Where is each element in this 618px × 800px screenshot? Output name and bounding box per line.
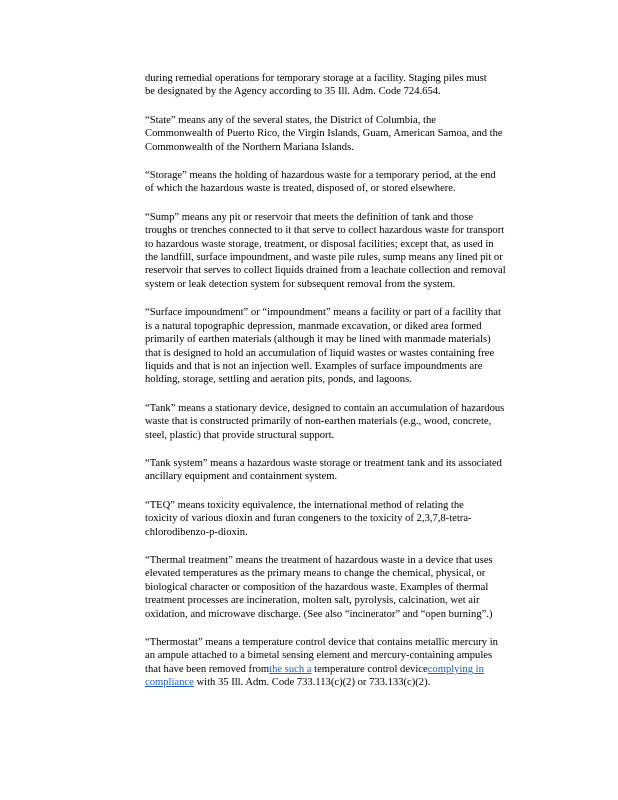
paragraph-thermal-treatment-definition: [145, 554, 565, 621]
text-line: primarily of earthen materials (although it may be lined with manmade materials): [145, 334, 491, 346]
paragraph-state-definition: [145, 114, 565, 154]
paragraph-tank-system-definition: [145, 457, 565, 484]
text-line: “Tank” means a stationary device, designed to contain an accumulation of hazardous: [145, 402, 505, 414]
text-line: “State” means any of the several states, the District of Columbia, the: [145, 114, 436, 126]
paragraph-sump-definition: [145, 211, 565, 291]
text-line: that is designed to hold an accumulation of liquid wastes or wastes containing free: [145, 347, 495, 359]
text-line: during remedial operations for temporary storage at a facility. Staging piles must: [145, 73, 487, 84]
text-run: that have been removed from: [145, 663, 270, 675]
text-line: to hazardous waste storage, treatment, or disposal facilities; except that, as used in: [145, 238, 494, 250]
text-line: an ampule attached to a bimetal sensing element and mercury-containing ampules: [145, 650, 493, 662]
paragraph-tank-definition: [145, 402, 565, 442]
text-line: chlorodibenzo-p-dioxin.: [145, 526, 248, 538]
inserted-text: compliance: [145, 677, 194, 689]
text-line: biological character or composition of the hazardous waste. Examples of thermal: [145, 581, 489, 593]
text-line: “Tank system” means a hazardous waste storage or treatment tank and its associated: [145, 457, 502, 469]
text-run: temperature control device: [311, 663, 428, 675]
text-line: waste that is constructed primarily of non-earthen materials (e.g., wood, concrete,: [145, 416, 492, 428]
text-line: Commonwealth of the Northern Mariana Islands.: [145, 141, 354, 153]
text-line: is a natural topographic depression, manmade excavation, or diked area formed: [145, 320, 482, 332]
text-line: [145, 663, 565, 676]
document-page: [145, 72, 565, 705]
text-line: troughs or trenches connected to it that serve to collect hazardous waste for transport: [145, 225, 505, 237]
text-line: liquids and that is not an injection well. Examples of surface impoundments are: [145, 360, 483, 372]
text-line: reservoir that serves to collect liquids drained from a leachate collection and removal: [145, 265, 506, 277]
text-line: elevated temperatures as the primary means to change the chemical, physical, or: [145, 568, 486, 580]
text-run: with 35 Ill. Adm. Code 733.113(c)(2) or 733.133(c)(2).: [193, 677, 431, 689]
text-line: steel, plastic) that provide structural support.: [145, 429, 335, 441]
text-line: “Thermal treatment” means the treatment of hazardous waste in a device that uses: [145, 554, 493, 566]
text-line: be designated by the Agency according to 35 Ill. Adm. Code 724.654.: [145, 86, 441, 98]
text-line: treatment processes are incineration, molten salt, pyrolysis, calcination, wet air: [145, 595, 480, 607]
text-line: Commonwealth of Puerto Rico, the Virgin Islands, Guam, American Samoa, and the: [145, 128, 503, 140]
inserted-text: the such a: [269, 663, 312, 675]
text-line: “Surface impoundment” or “impoundment” means a facility or part of a facility that: [145, 307, 501, 319]
text-line: “Thermostat” means a temperature control device that contains metallic mercury in: [145, 637, 498, 648]
text-line: ancillary equipment and containment system.: [145, 471, 338, 483]
text-line: the landfill, surface impoundment, and waste pile rules, sump means any lined pit or: [145, 252, 503, 264]
text-line: toxicity of various dioxin and furan congeners to the toxicity of 2,3,7,8-tetra-: [145, 513, 472, 525]
inserted-text: complying in: [427, 663, 484, 675]
text-line: holding, storage, settling and aeration pits, ponds, and lagoons.: [145, 374, 412, 386]
text-line: oxidation, and microwave discharge. (See also “incinerator” and “open burning”.): [145, 608, 493, 620]
text-line: of which the hazardous waste is treated, disposed of, or stored elsewhere.: [145, 183, 456, 195]
text-line: [145, 676, 565, 689]
text-line: “TEQ” means toxicity equivalence, the international method of relating the: [145, 499, 464, 511]
text-line: “Sump” means any pit or reservoir that meets the definition of tank and those: [145, 211, 474, 223]
paragraph-surface-impoundment-definition: [145, 306, 565, 386]
paragraph-teq-definition: [145, 499, 565, 539]
text-line: “Storage” means the holding of hazardous waste for a temporary period, at the end: [145, 170, 496, 182]
paragraph-thermostat-definition: [145, 636, 565, 690]
text-line: system or leak detection system for subsequent removal from the system.: [145, 278, 456, 290]
paragraph-staging-pile-continuation: [145, 72, 565, 99]
paragraph-storage-definition: [145, 169, 565, 196]
